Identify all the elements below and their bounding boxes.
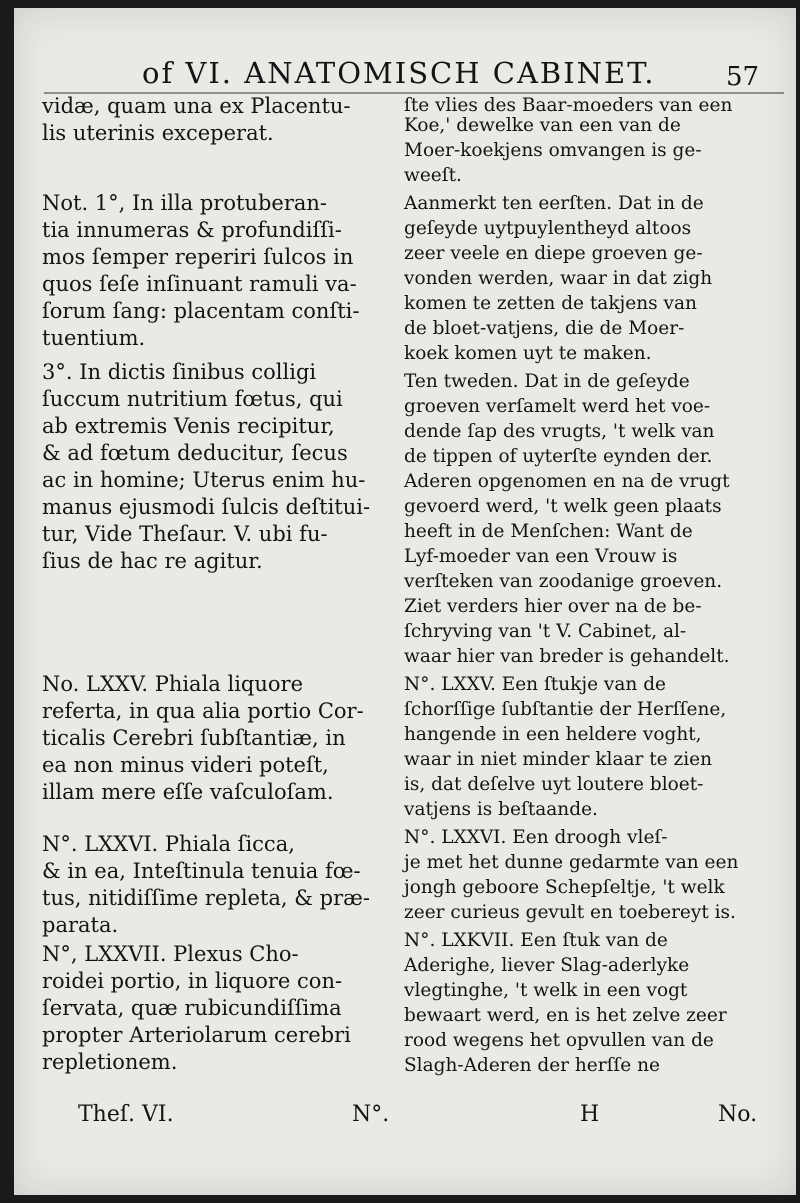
text-line: tia innumeras & profundiſſi- bbox=[42, 218, 342, 242]
text-line: komen te zetten de takjens van bbox=[404, 293, 697, 314]
text-line: parata. bbox=[42, 913, 119, 937]
text-line: vatjens is beſtaande. bbox=[404, 799, 598, 820]
text-line: Ziet verders hier over na de be- bbox=[404, 596, 702, 617]
text-line: tus, nitidiſſime repleta, & præ- bbox=[42, 886, 370, 910]
text-line: N°. LXXVI. Phiala ſicca, bbox=[42, 832, 295, 856]
text-line: rood wegens het opvullen van de bbox=[404, 1030, 714, 1051]
text-line: ea non minus videri poteſt, bbox=[42, 753, 329, 777]
text-line: vonden werden, waar in dat zigh bbox=[404, 268, 713, 289]
text-line: zeer veele en diepe groeven ge- bbox=[404, 243, 703, 264]
text-line: verſteken van zoodanige groeven. bbox=[404, 571, 723, 592]
text-line: ſchorſſige ſubſtantie der Herſſene, bbox=[404, 699, 727, 720]
text-line: ſte vlies des Baar-moeders van een bbox=[404, 95, 733, 116]
text-line: ſchryving van 't V. Cabinet, al- bbox=[404, 621, 687, 642]
text-line: dende ſap des vrugts, 't welk van bbox=[404, 421, 715, 442]
text-line: koek komen uyt te maken. bbox=[404, 343, 652, 364]
text-line: waar hier van breder is gehandelt. bbox=[404, 646, 730, 667]
running-title: of VI. ANATOMISCH CABINET. bbox=[142, 56, 656, 90]
gathering-signature: H bbox=[580, 1102, 600, 1127]
text-line: roidei portio, in liquore con- bbox=[42, 969, 343, 993]
text-line: ſervata, quæ rubicundiſſima bbox=[42, 996, 342, 1020]
signature-mark: Theſ. VI. bbox=[78, 1102, 174, 1127]
text-line: Moer-koekjens omvangen is ge- bbox=[404, 140, 702, 161]
page-number: 57 bbox=[726, 62, 760, 92]
text-line: repletionem. bbox=[42, 1050, 178, 1074]
text-line: referta, in qua alia portio Cor- bbox=[42, 699, 364, 723]
text-line: zeer curieus gevult en toebereyt is. bbox=[404, 902, 736, 923]
text-line: illam mere eſſe vaſculoſam. bbox=[42, 780, 334, 804]
text-line: ſorum ſang: placentam conſti- bbox=[42, 299, 360, 323]
text-line: vlegtinghe, 't welk in een vogt bbox=[404, 980, 688, 1001]
text-line: N°. LXXV. Een ſtukje van de bbox=[404, 674, 666, 695]
text-line: ſuccum nutritium fœtus, qui bbox=[42, 387, 343, 411]
text-line: ticalis Cerebri ſubſtantiæ, in bbox=[42, 726, 346, 750]
text-line: propter Arteriolarum cerebri bbox=[42, 1023, 351, 1047]
text-line: geſeyde uytpuylentheyd altoos bbox=[404, 218, 692, 239]
text-line: 3°. In dictis ſinibus colligi bbox=[42, 360, 317, 384]
text-line: ac in homine; Uterus enim hu- bbox=[42, 468, 366, 492]
text-line: Aanmerkt ten eerſten. Dat in de bbox=[404, 193, 704, 214]
text-line: & ad fœtum deducitur, ſecus bbox=[42, 441, 348, 465]
text-line: tuentium. bbox=[42, 326, 146, 350]
text-line: hangende in een heldere voght, bbox=[404, 724, 702, 745]
text-line: N°. LXXVI. Een droogh vleſ- bbox=[404, 827, 668, 848]
text-line: bewaart werd, en is het zelve zeer bbox=[404, 1005, 727, 1026]
text-line: jongh geboore Schepſeltje, 't welk bbox=[404, 877, 725, 898]
text-line: Not. 1°, In illa protuberan- bbox=[42, 191, 327, 215]
text-line: is, dat deſelve uyt loutere bloet- bbox=[404, 774, 704, 795]
text-line: tur, Vide Theſaur. V. ubi fu- bbox=[42, 522, 328, 546]
catchword-left: N°. bbox=[352, 1102, 390, 1127]
text-line: ſius de hac re agitur. bbox=[42, 549, 263, 573]
text-line: lis uterinis exceperat. bbox=[42, 121, 274, 145]
text-line: mos ſemper reperiri ſulcos in bbox=[42, 245, 354, 269]
text-line: je met het dunne gedarmte van een bbox=[404, 852, 739, 873]
text-line: de bloet-vatjens, die de Moer- bbox=[404, 318, 685, 339]
text-line: N°, LXXVII. Plexus Cho- bbox=[42, 942, 299, 966]
text-line: No. LXXV. Phiala liquore bbox=[42, 672, 304, 696]
text-line: Aderen opgenomen en na de vrugt bbox=[404, 471, 730, 492]
running-header bbox=[14, 56, 796, 96]
text-line: ab extremis Venis recipitur, bbox=[42, 414, 335, 438]
page-footer bbox=[14, 1102, 796, 1142]
text-line: heeft in de Menſchen: Want de bbox=[404, 521, 693, 542]
text-line: Aderighe, liever Slag-aderlyke bbox=[404, 955, 690, 976]
text-line: vidæ, quam una ex Placentu- bbox=[42, 94, 351, 118]
text-line: Ten tweden. Dat in de geſeyde bbox=[404, 371, 690, 392]
text-line: groeven verſamelt werd het voe- bbox=[404, 396, 711, 417]
text-line: gevoerd werd, 't welk geen plaats bbox=[404, 496, 722, 517]
catchword-right: No. bbox=[718, 1102, 758, 1127]
text-line: de tippen of uyterſte eynden der. bbox=[404, 446, 713, 467]
text-line: & in ea, Inteſtinula tenuia fœ- bbox=[42, 859, 361, 883]
text-line: N°. LXKVII. Een ſtuk van de bbox=[404, 930, 668, 951]
text-line: Koe,' dewelke van een van de bbox=[404, 115, 681, 136]
text-line: quos ſeſe inſinuant ramuli va- bbox=[42, 272, 357, 296]
text-line: manus ejusmodi ſulcis deſtitui- bbox=[42, 495, 371, 519]
text-line: waar in niet minder klaar te zien bbox=[404, 749, 713, 770]
text-line: Slagh-Aderen der herſſe ne bbox=[404, 1055, 660, 1076]
text-line: weeſt. bbox=[404, 165, 462, 186]
text-line: Lyf-moeder van een Vrouw is bbox=[404, 546, 678, 567]
book-page bbox=[14, 8, 796, 1195]
